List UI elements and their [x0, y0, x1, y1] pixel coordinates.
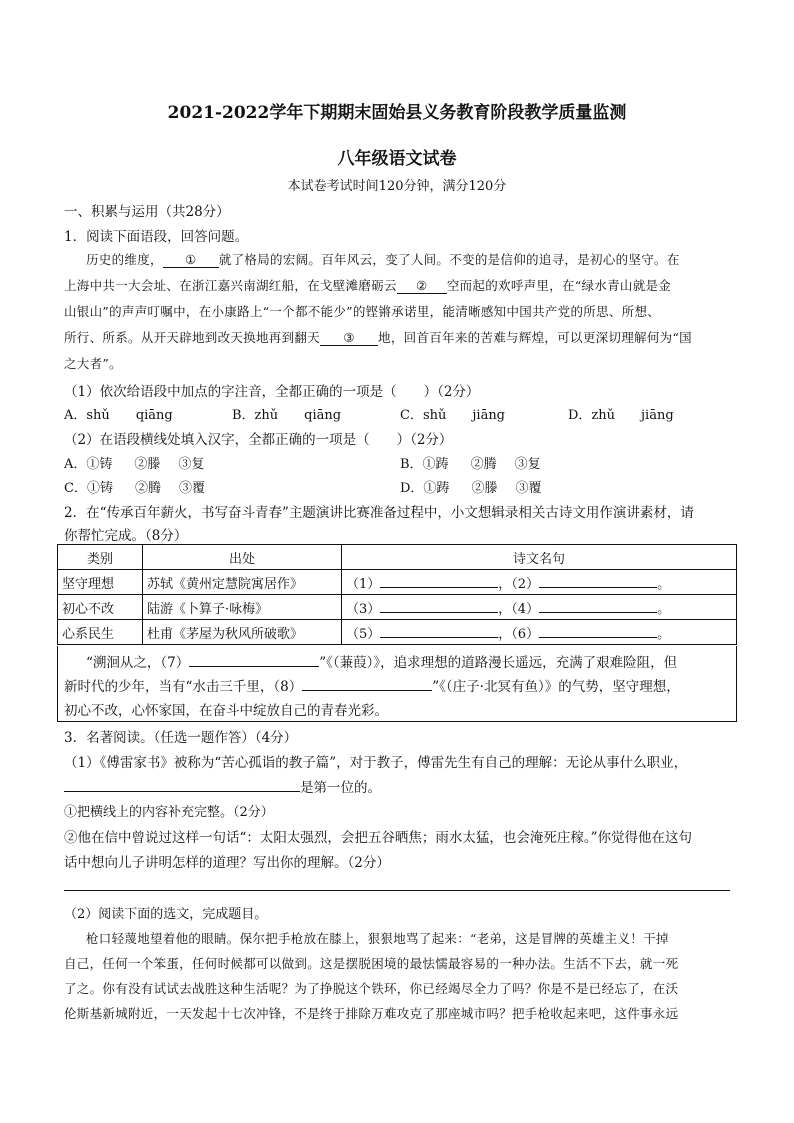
q3-sub-1: ①把横线上的内容补充完整。（2分）	[64, 805, 274, 820]
poem-table	[57, 544, 737, 645]
table-merged-cell	[57, 646, 737, 722]
q1-sub2-option-c[interactable]: C．①铸 ②腾 ③覆	[64, 481, 205, 496]
row-source: 陆游《卜算子·咏梅》	[143, 595, 342, 620]
q2-stem-line-1: 2．在“传承百年薪火，书写奋斗青春”主题演讲比赛准备过程中，小文想辑录相关古诗文用作演讲素材，请	[64, 505, 694, 521]
row-category: 初心不改	[58, 595, 143, 620]
blank-2: ②	[397, 278, 447, 294]
q1-sub2-stem: （2）在语段横线处填入汉字，全都正确的一项是（ ）（2分）	[64, 432, 453, 448]
q1-sub1-option-d[interactable]: D．zhǔ jiāng	[568, 408, 674, 423]
answer-blank-1[interactable]	[380, 573, 498, 588]
passage-line-2: 上海中共一大会址、在浙江嘉兴南湖红船，在戈壁滩磨砺云 ② 空而起的欢呼声里，在“绿水青山就是金	[64, 278, 672, 293]
row-source: 杜甫《茅屋为秋风所破歌》	[143, 620, 342, 645]
answer-blank-6[interactable]	[539, 623, 657, 638]
passage-line-1: 历史的维度， ① 就了格局的宏阔。百年风云，变了人间。不变的是信仰的追寻，是初心的坚守。在	[86, 252, 680, 267]
table-row	[58, 620, 737, 645]
row-category: 心系民生	[58, 620, 143, 645]
q2-stem-line-2: 你帮忙完成。（8分）	[64, 528, 188, 544]
table-header-row	[58, 545, 737, 570]
answer-line[interactable]	[64, 890, 730, 891]
answer-blank-2[interactable]	[539, 573, 657, 588]
answer-blank-4[interactable]	[539, 598, 657, 613]
header-category: 类别	[58, 545, 143, 570]
exam-info: 本试卷考试时间120分钟，满分120分	[287, 179, 507, 194]
row-source: 苏轼《黄州定慧院寓居作》	[143, 570, 342, 595]
row-category: 坚守理想	[58, 570, 143, 595]
q1-sub1-stem: （1）依次给语段中加点的字注音，全都正确的一项是（ ）（2分）	[64, 384, 480, 400]
exam-subtitle: 八年级语文试卷	[337, 149, 457, 169]
merged-line-2: 新时代的少年，当有“水击三千里，（8） ”《（庄子·北冥有鱼）》的气势，坚守理想，	[64, 675, 680, 695]
q1-stem: 1．阅读下面语段，回答问题。	[64, 229, 249, 245]
q1-sub2-option-b[interactable]: B．①踌 ②腾 ③复	[400, 457, 541, 472]
blank-1: ①	[163, 252, 219, 268]
q1-sub2-option-a[interactable]: A．①铸 ②滕 ③复	[64, 457, 205, 472]
header-lines: 诗文名句	[342, 545, 737, 570]
q1-sub1-option-b[interactable]: B．zhǔ qiāng	[232, 408, 342, 423]
q1-sub2-option-d[interactable]: D．①踌 ②滕 ③覆	[400, 481, 542, 496]
passage-line-3: 山银山”的声声叮嘱中，在小康路上“一个都不能少”的铿锵承诺里，能清晰感知中国共产党的所思、所想、	[64, 304, 661, 319]
excerpt-line-1: 枪口轻蔑地望着他的眼睛。保尔把手枪放在膝上，狠狠地骂了起来：“老弟，这是冒牌的英雄主义！干掉	[86, 931, 669, 946]
row-answer: （5） ，（6） 。	[342, 620, 737, 645]
answer-blank-7[interactable]	[189, 652, 319, 667]
blank-3: ③	[320, 330, 378, 346]
answer-blank-3[interactable]	[380, 598, 498, 613]
q3-sub-2-line-2: 话中想向儿子讲明怎样的道理？写出你的理解。（2分）	[64, 855, 390, 871]
section-heading: 一、积累与运用（共28分）	[64, 204, 230, 220]
q3-p1-line-1: （1）《傅雷家书》被称为“苦心孤诣的教子篇”，对于教子，傅雷先生有自己的理解：无论从事什么职业，	[64, 755, 688, 771]
passage-line-5: 之大者”。	[64, 356, 122, 371]
answer-blank-8[interactable]	[302, 676, 432, 691]
row-answer: （3） ，（4） 。	[342, 595, 737, 620]
passage-line-4: 所行、所系。从开天辟地到改天换地再到翻天 ③ 地，回首百年来的苦难与辉煌，可以更深切理解何为“国	[64, 330, 692, 345]
exam-title: 2021-2022学年下期期末固始县义务教育阶段教学质量监测	[167, 103, 627, 123]
q3-p2-stem: （2）阅读下面的选文，完成题目。	[64, 907, 268, 922]
row-answer: （1） ，（2） 。	[342, 570, 737, 595]
q3-sub-2-line-1: ②他在信中曾说过这样一句话“：太阳太强烈，会把五谷晒焦；雨水太猛，也会淹死庄稼。”你觉得他在这句	[64, 830, 693, 846]
q1-sub1-option-a[interactable]: A．shǔ qiāng	[64, 408, 173, 423]
q3-p1-line-2: 是第一位的。	[64, 776, 381, 796]
excerpt-line-2: 自己，任何一个笨蛋，任何时候都可以做到。这是摆脱困境的最怯懦最容易的一种办法。生活不下去，就一死	[64, 956, 679, 971]
answer-blank-9[interactable]	[64, 777, 300, 792]
table-row	[58, 570, 737, 595]
q3-stem: 3．名著阅读。（任选一题作答）（4分）	[64, 730, 298, 746]
excerpt-line-4: 伦斯基新城附近，一天发起十七次冲锋，不是终于排除万难攻克了那座城市吗？把手枪收起来吧，这件事永远	[64, 1006, 679, 1021]
q1-sub1-option-c[interactable]: C．shǔ jiāng	[400, 408, 506, 423]
merged-line-1: “溯洄从之，（7） ”《（蒹葭）》，追求理想的道路漫长遥远，充满了艰难险阻，但	[86, 651, 677, 671]
table-row	[58, 595, 737, 620]
excerpt-line-3: 了之。你有没有试试去战胜这种生活呢？为了挣脱这个铁环，你已经竭尽全力了吗？你是不是已经忘了，在沃	[64, 981, 679, 996]
answer-blank-5[interactable]	[380, 623, 498, 638]
header-source: 出处	[143, 545, 342, 570]
merged-line-3: 初心不改，心怀家国，在奋斗中绽放自己的青春光彩。	[64, 703, 388, 719]
